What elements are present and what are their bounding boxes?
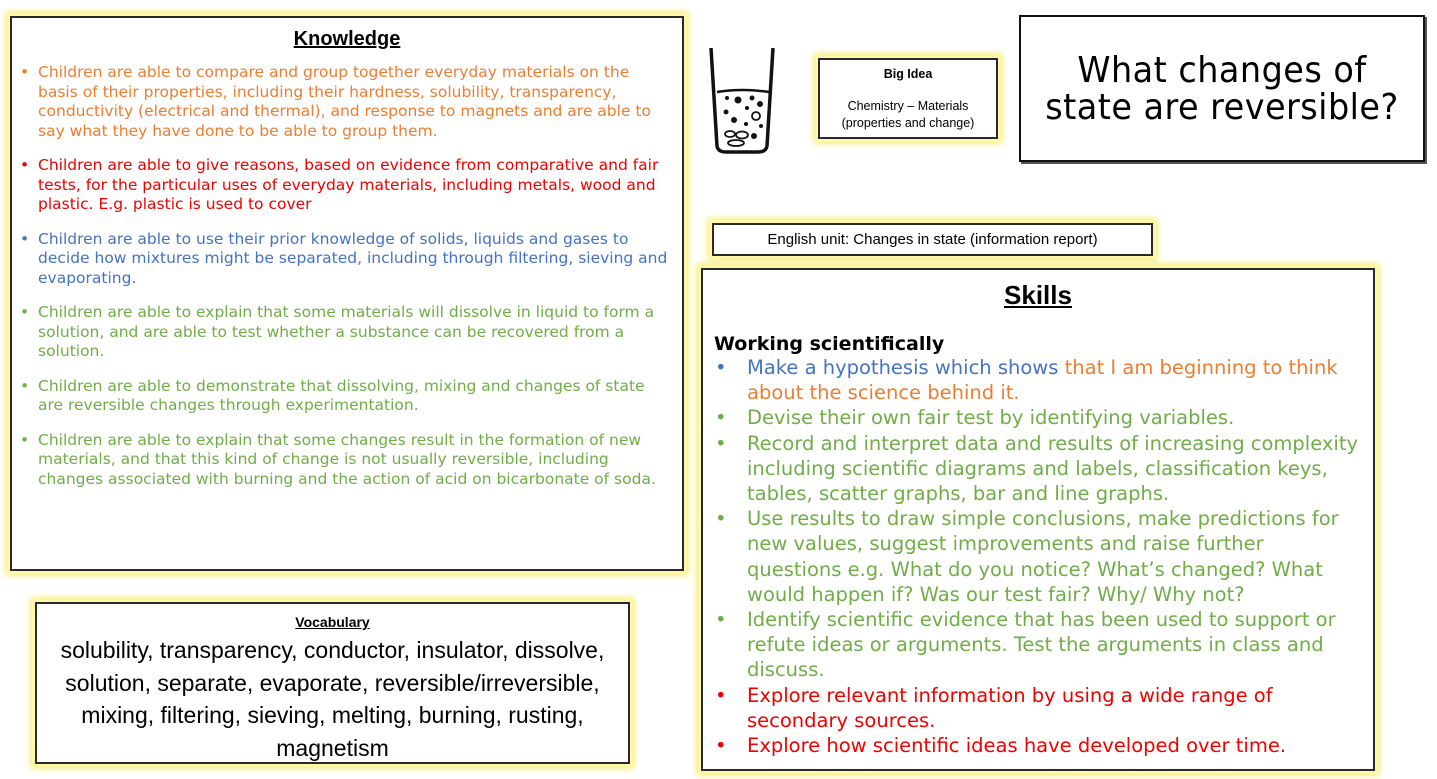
vocabulary-text: solubility, transparency, conductor, insulator, dissolve, solution, separate, evaporate, reversible/irreversible, mixing, filtering, sieving, melting, burning, rusting, magnetism <box>60 637 605 761</box>
vocabulary-title: Vocabulary <box>295 614 370 630</box>
knowledge-item: • Children are able to compare and group together everyday materials on the basis of their properties, including their hardness, solubility, transparency, conductivity (electrical and thermal), and response to magnets and are able to say what they have done to be able to group them. <box>38 63 668 141</box>
big-idea-topic: (properties and change) <box>841 116 975 130</box>
bullet-icon: • <box>715 406 727 430</box>
skills-title: Skills <box>1004 280 1072 310</box>
bullet-icon: • <box>715 608 727 632</box>
bullet-icon: • <box>715 734 727 758</box>
skills-item <box>715 431 1363 507</box>
knowledge-item: • Children are able to give reasons, based on evidence from comparative and fair tests, for the particular uses of everyday materials, including metals, wood and plastic. E.g. plastic is used to cover <box>38 156 668 215</box>
bullet-icon: • <box>715 356 727 379</box>
skills-item <box>715 355 1363 405</box>
working-scientifically-heading: Working scientifically <box>714 333 945 355</box>
skills-list <box>703 355 1373 758</box>
english-unit-panel <box>712 223 1153 256</box>
knowledge-title: Knowledge <box>293 28 401 50</box>
knowledge-item: • Children are able to use their prior knowledge of solids, liquids and gases to decide how mixtures might be separated, including through filtering, sieving and evaporating. <box>38 230 668 289</box>
skills-item-text: that I am beginning to think about the science behind it. <box>747 356 1338 405</box>
vocabulary-panel <box>35 602 630 764</box>
question-title: What changes of state are reversible? <box>1045 49 1399 128</box>
skills-item-text: Make a hypothesis which shows <box>747 356 1065 379</box>
bullet-icon: • <box>715 683 727 707</box>
skills-item <box>715 607 1363 683</box>
skills-item-text: Record and interpret data and results of increasing complexity including scientific diagrams and labels, classification keys, tables, scatter graphs, bar and line graphs. <box>747 431 1359 506</box>
skills-item-text: Use results to draw simple conclusions, make predictions for new values, suggest improvements and raise further questions e.g. What do you notice? What’s changed? What would happen if? Was our test fair? Why/ Why not? <box>747 507 1339 606</box>
big-idea-title: Big Idea <box>883 67 933 81</box>
knowledge-item: • Children are able to explain that some materials will dissolve in liquid to form a solution, and are able to test whether a substance can be recovered from a solution. <box>38 303 668 362</box>
knowledge-list <box>12 63 682 489</box>
bullet-icon: • <box>715 507 727 531</box>
knowledge-item: • Children are able to demonstrate that dissolving, mixing and changes of state are reversible changes through experimentation. <box>38 377 668 416</box>
skills-item <box>715 733 1363 758</box>
question-title-panel <box>1019 15 1425 162</box>
skills-item <box>715 405 1363 430</box>
skills-item-text: Explore how scientific ideas have developed over time. <box>747 734 1287 758</box>
english-unit-text: English unit: Changes in state (information report) <box>767 231 1098 248</box>
beaker-with-bubbles-icon <box>706 42 778 156</box>
skills-item <box>715 683 1363 733</box>
big-idea-subject: Chemistry – Materials <box>847 99 969 113</box>
skills-item-text: Explore relevant information by using a wide range of secondary sources. <box>747 683 1273 732</box>
knowledge-item: • Children are able to explain that some changes result in the formation of new materials, and that this kind of change is not usually reversible, including changes associated with burning and the action of acid on bicarbonate of soda. <box>38 431 668 490</box>
knowledge-panel <box>10 16 684 571</box>
skills-item-text: Identify scientific evidence that has been used to support or refute ideas or arguments. Test the arguments in class and discuss. <box>747 608 1336 682</box>
big-idea-panel <box>818 58 998 139</box>
skills-item-text: Devise their own fair test by identifying variables. <box>747 406 1235 430</box>
bullet-icon: • <box>715 431 727 455</box>
skills-panel <box>701 268 1375 771</box>
skills-item <box>715 506 1363 607</box>
